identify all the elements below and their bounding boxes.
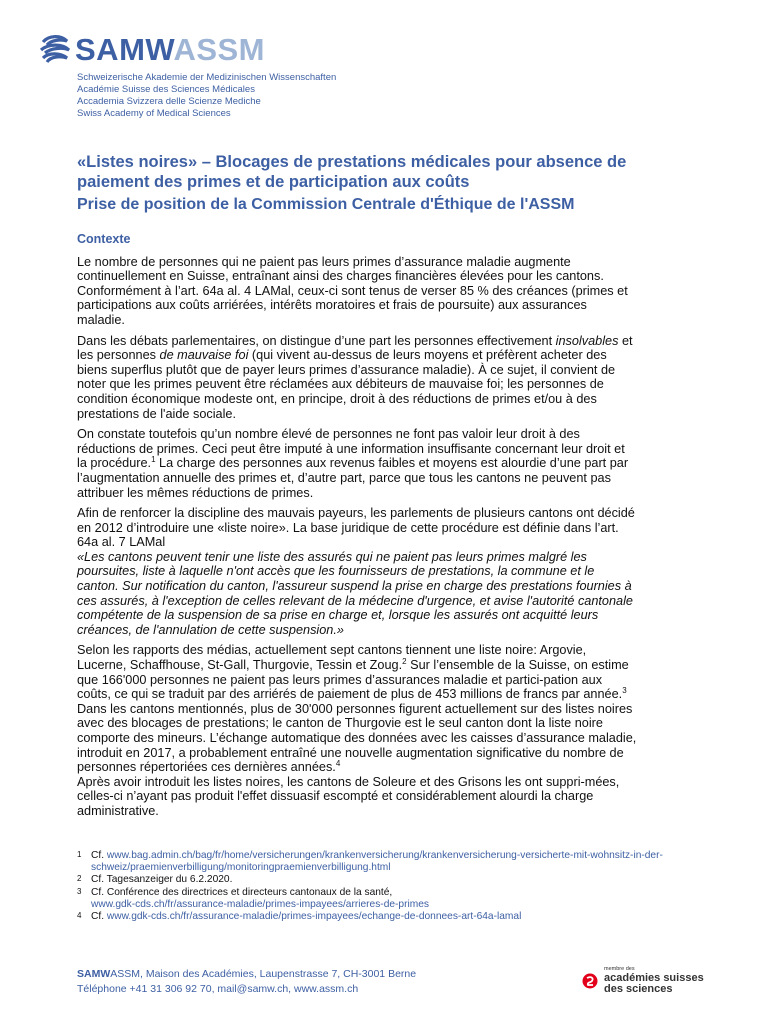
footnote-ref[interactable]: 4 <box>335 758 341 768</box>
footer-brand-part2: ASSM <box>110 968 141 980</box>
samw-logo-icon <box>37 33 73 67</box>
badge-caption: membre des <box>604 966 635 972</box>
footnote-text: Cf. Conférence des directrices et directeurs cantonaux de la santé, <box>91 886 393 898</box>
title-block <box>77 152 677 215</box>
footer-address <box>77 967 416 997</box>
paragraph-2-text: (qui vivent au-dessus de leurs moyens et préfèrent acheter des biens superflus plutôt que de payer leurs primes d’assurance maladie). À ce sujet, il convient de noter que les primes peuvent être réclamées aux débiteurs de mauvaise foi; les personnes de condition économique modeste ont, en principe, droit à des réductions de primes et/ou à des prestations de l'aide sociale. <box>77 348 616 421</box>
badge-line-1: académies suisses <box>604 972 704 984</box>
footnote-text: Cf. Tagesanzeiger du 6.2.2020. <box>91 874 233 886</box>
document-body <box>77 232 637 825</box>
footnote-number: 2 <box>77 874 82 884</box>
paragraph-3 <box>77 427 637 500</box>
footer-address-text: , Maison des Académies, Laupenstrasse 7, CH-3001 Berne <box>140 968 417 980</box>
logo-wordmark <box>75 33 265 67</box>
footnote <box>77 911 697 923</box>
document-title: «Listes noires» – Blocages de prestations médicales pour absence de paiement des primes et de participation aux coûts <box>77 153 627 191</box>
academies-badge <box>582 965 712 995</box>
footer-address-line <box>77 967 416 982</box>
academy-name-fr: Académie Suisse des Sciences Médicales <box>77 84 255 95</box>
footnote-link[interactable]: www.gdk-cds.ch/fr/assurance-maladie/primes-impayees/arrieres-de-primes <box>91 898 429 910</box>
academy-name-it: Accademia Svizzera delle Scienze Mediche <box>77 96 261 107</box>
academies-logo-icon <box>582 973 598 989</box>
footnote-text: Cf. <box>91 850 107 861</box>
paragraph-2-emphasis: de mauvaise foi <box>159 348 249 363</box>
footnote <box>77 887 697 911</box>
footnote-text: Cf. <box>91 911 107 923</box>
footnote-ref[interactable]: 3 <box>622 685 627 695</box>
paragraph-3-text: La charge des personnes aux revenus faibles et moyens est alourdie d’une part par l’augmentation annuelle des primes et, d’autre part, parce que tous les cantons ne peuvent pas attribuer les mêmes réductions de primes. <box>77 456 629 500</box>
academy-names <box>77 72 397 120</box>
header-logo <box>37 32 337 119</box>
footnote-body <box>91 850 697 874</box>
paragraph-5-text: Dans les cantons mentionnés, plus de 30'000 personnes figurent actuellement sur des listes noires avec des blocages de prestations; le canton de Thurgovie est le seul canton dont la liste noire comporte des mineurs. L’échange automatique des données avec les caisses d’assurance maladie, introduit en 2017, a probablement entraîné une nouvelle augmentation significative du nombre de personnes répertoriées ces dernières années. <box>77 701 637 775</box>
paragraph-2-text: et les personnes <box>77 333 633 363</box>
footnote-link[interactable]: www.bag.admin.ch/bag/fr/home/versicherungen/krankenversicherung/krankenversicherung-versicherte-mit-wohnsitz-in-der-schweiz/praemienverbilligung/monitoringpraemienverbilligung.html <box>91 850 663 874</box>
footer-brand-part1: SAMW <box>77 968 111 980</box>
logo-wordmark-part1: SAMW <box>75 32 174 67</box>
academy-name-de: Schweizerische Akademie der Medizinischen Wissenschaften <box>77 72 337 83</box>
paragraph-3-text: On constate toutefois qu’un nombre élevé de personnes ne font pas valoir leur droit à des réductions de primes. Ceci peut être imputé à une information insuffisante concernant leur droit et la procédure. <box>77 427 625 471</box>
footnote-body <box>91 887 697 911</box>
paragraph-2-emphasis: insolvables <box>555 333 619 348</box>
footnote-number: 1 <box>77 850 82 859</box>
footnote-number: 3 <box>77 886 82 896</box>
academy-name-en: Swiss Academy of Medical Sciences <box>77 108 231 119</box>
logo-wordmark-part2: ASSM <box>173 32 266 67</box>
footnote-link[interactable]: www.gdk-cds.ch/fr/assurance-maladie/primes-impayees/echange-de-donnees-art-64a-lamal <box>106 911 522 923</box>
paragraph-5-text: Selon les rapports des médias, actuellement sept cantons tiennent une liste noire: Argovie, Lucerne, Schaffhouse, St-Gall, Thurgovie, Tessin et Zoug. <box>77 643 587 673</box>
document-subtitle: Prise de position de la Commission Centrale d'Éthique de l'ASSM <box>77 196 575 213</box>
badge-line-2: des sciences <box>604 983 673 995</box>
paragraph-4: Afin de renforcer la discipline des mauvais payeurs, les parlements de plusieurs cantons ont décidé en 2012 d’introduire une «liste noire». La base juridique de cette procédure est définie dans l’art. 64a al. 7 LAMal <box>77 506 635 550</box>
footnote-ref[interactable]: 2 <box>402 656 407 666</box>
legal-quote: «Les cantons peuvent tenir une liste des assurés qui ne paient pas leurs primes malgré les poursuites, liste à laquelle n'ont accès que les fournisseurs de prestations, la commune et le canton. Sur notification du canton, l'assureur suspend la prise en charge des prestations fournies à ces assurés, à l'exception de celles relevant de la médecine d'urgence, et avise l'autorité cantonale compétente de la suspension de sa prise en charge et, lorsque les assurés ont acquitté leurs créances, de l'annulation de cette suspension.» <box>77 549 633 637</box>
footnote <box>77 874 697 886</box>
paragraph-5-text: Sur l’ensemble de la Suisse, on estime que 166'000 personnes ne paient pas leurs primes d’assurances maladie et partici-pation aux coûts, ce qui se traduit par des arriérés de paiement de plus de 453 millions de francs par année. <box>77 658 629 702</box>
footnotes <box>77 850 697 923</box>
paragraph-5 <box>77 643 637 774</box>
paragraph-2-text: Dans les débats parlementaires, on distingue d’une part les personnes effectivement <box>77 333 556 348</box>
paragraph-1: Le nombre de personnes qui ne paient pas leurs primes d’assurance maladie augmente continuellement en Suisse, entraînant ainsi des charges financières élevées pour les cantons. Conformément à l’art. 64a al. 4 LAMal, ceux-ci sont tenus de verser 85 % des créances (primes et participations aux coûts arriérées, intérêts moratoires et frais de poursuite) aux assurances maladie. <box>77 254 628 327</box>
footer-contact-line[interactable]: Téléphone +41 31 306 92 70, mail@samw.ch, www.assm.ch <box>77 983 359 995</box>
paragraph-6: Après avoir introduit les listes noires, les cantons de Soleure et des Grisons les ont suppri-mées, celles-ci n’ayant pas produit l'effet dissuasif escompté et considérablement alourdi la charge administrative. <box>77 774 620 818</box>
paragraph-2 <box>77 334 637 422</box>
footnote <box>77 850 697 874</box>
footnote-body <box>91 911 697 923</box>
footnote-body <box>91 874 697 886</box>
section-heading: Contexte <box>77 232 131 246</box>
footnote-number: 4 <box>77 911 82 921</box>
footnote-ref[interactable]: 1 <box>151 455 156 465</box>
